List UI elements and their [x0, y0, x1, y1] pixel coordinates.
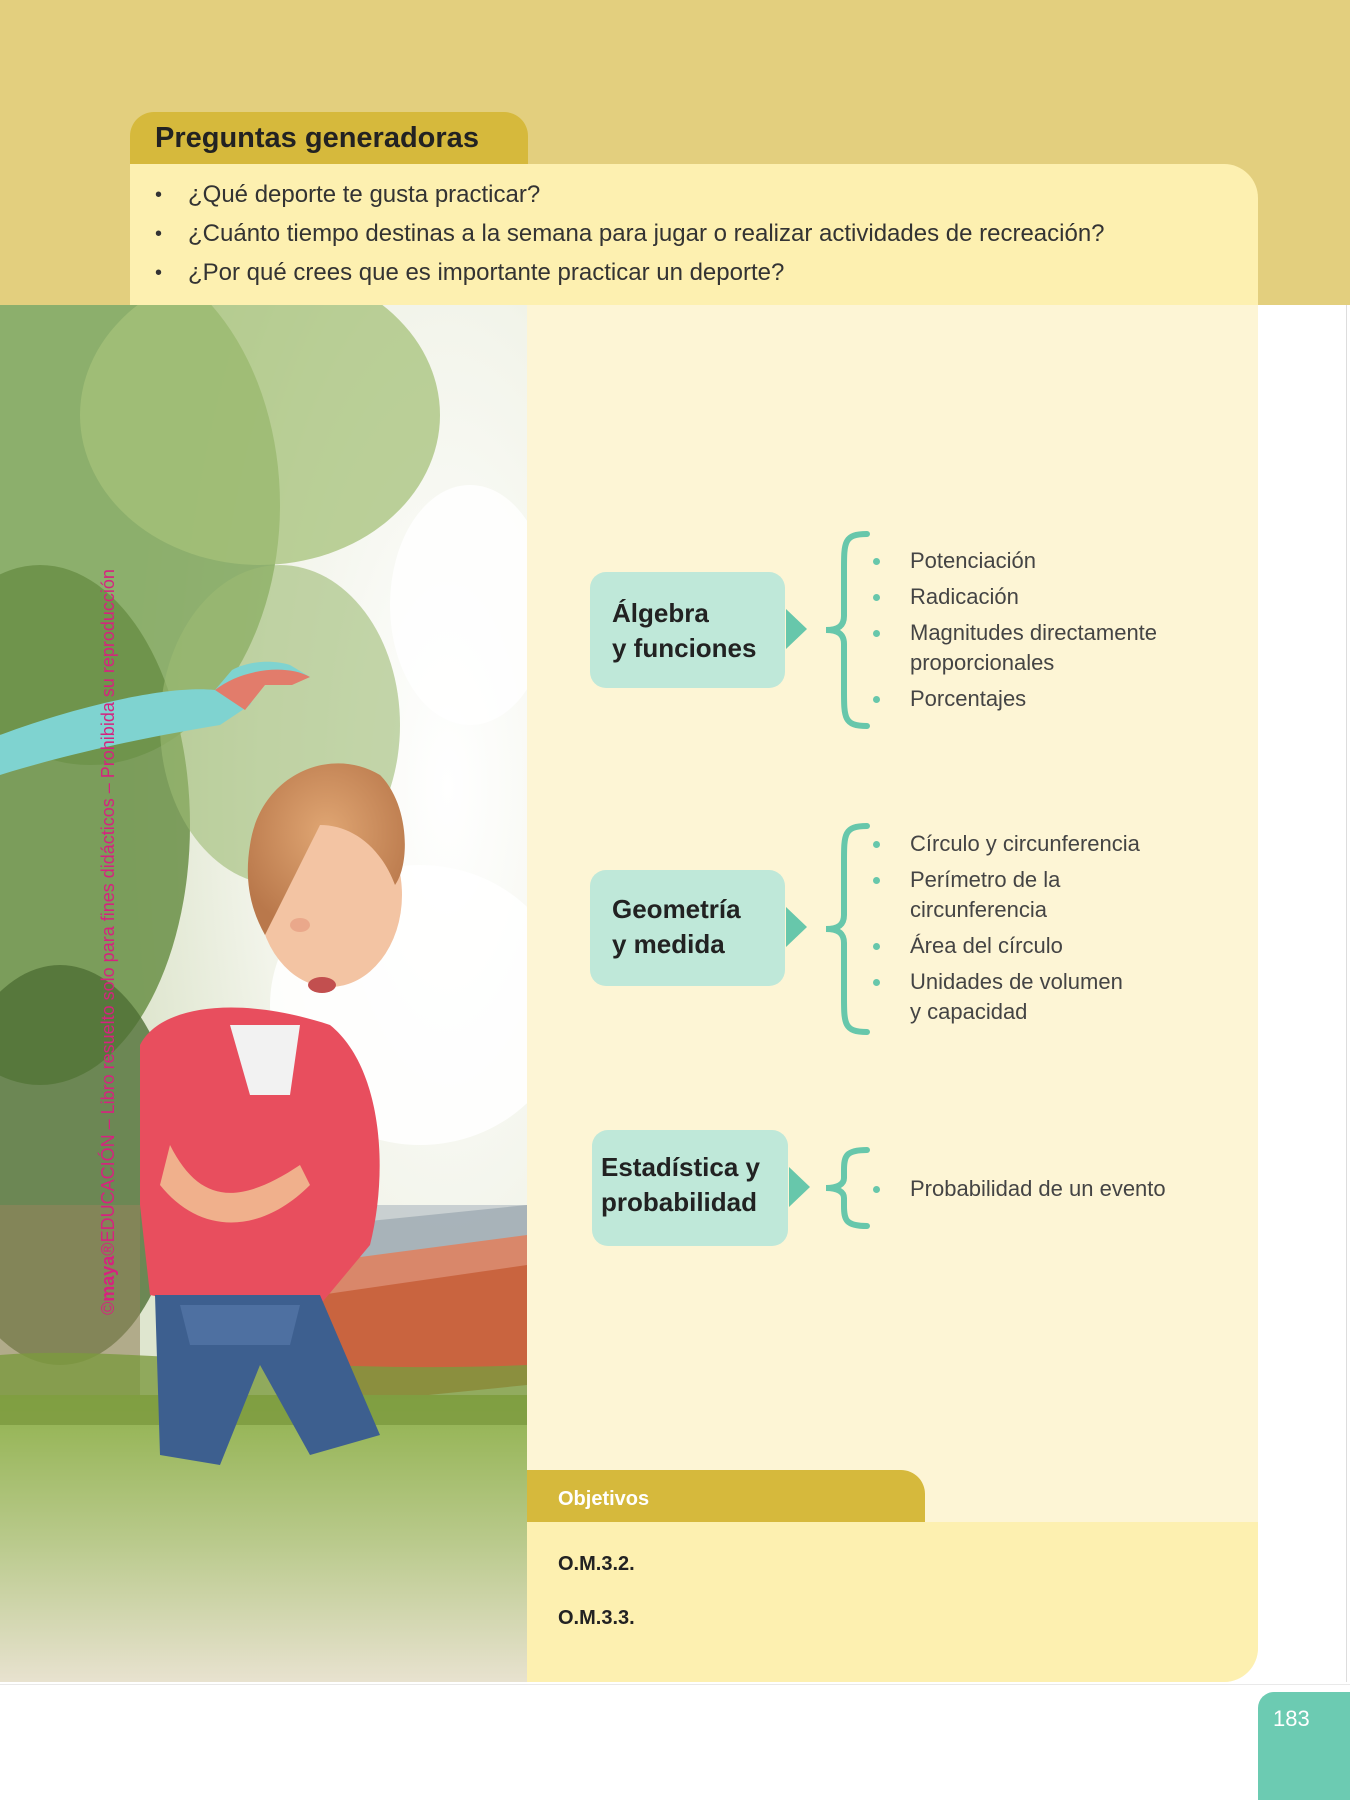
list-item-text: Círculo y circunferencia	[910, 831, 1140, 856]
topic-geometria-box	[590, 870, 785, 986]
list-item-text: Potenciación	[910, 548, 1036, 573]
topic-estadistica-list	[910, 1174, 1240, 1210]
topic-title-line: y medida	[612, 929, 725, 959]
margin-rule	[1346, 305, 1347, 1682]
bullet-icon	[873, 877, 880, 884]
bullet-icon	[873, 696, 880, 703]
list-item	[910, 865, 1085, 925]
brace-icon	[822, 1146, 872, 1230]
photo-child-running	[0, 305, 527, 1682]
watermark-brand: maya	[98, 1255, 118, 1302]
bullet-icon	[873, 841, 880, 848]
watermark-copyright: ©	[98, 1301, 118, 1315]
objective-code: O.M.3.3.	[558, 1607, 635, 1629]
topic-title-line: Estadística y	[601, 1152, 760, 1182]
footer-divider	[0, 1684, 1350, 1685]
list-item	[910, 1174, 1240, 1204]
photo-illustration	[0, 305, 527, 1682]
topic-algebra-box	[590, 572, 785, 688]
brace-icon	[822, 530, 872, 730]
questions-list	[155, 176, 1245, 293]
topic-arrow	[786, 907, 807, 947]
list-item	[910, 829, 1180, 859]
list-item-text: Área del círculo	[910, 933, 1063, 958]
list-item	[910, 618, 1180, 678]
bullet-icon	[873, 594, 880, 601]
question-item: • ¿Por qué crees que es importante practicar un deporte?	[155, 254, 1245, 293]
objectives-title: Objetivos	[558, 1488, 650, 1510]
list-item-text: Porcentajes	[910, 686, 1027, 711]
topic-arrow	[786, 609, 807, 649]
list-item-text: Radicación	[910, 584, 1019, 609]
questions-title: Preguntas generadoras	[155, 122, 479, 154]
brace-icon	[822, 822, 872, 1036]
list-item-text: Perímetro de la circunferencia	[910, 867, 1061, 922]
list-item	[910, 582, 1240, 612]
bullet-icon	[873, 558, 880, 565]
objective-code: O.M.3.2.	[558, 1553, 635, 1575]
question-item: • ¿Cuánto tiempo destinas a la semana para jugar o realizar actividades de recreación?	[155, 215, 1245, 254]
bullet-icon	[873, 630, 880, 637]
topic-estadistica-box	[592, 1130, 788, 1246]
topic-title-line: Geometría	[612, 894, 741, 924]
watermark-text: ®EDUCACIÓN – Libro resuelto solo para fines didácticos – Prohibida su reproducción	[98, 569, 118, 1256]
bullet-icon	[873, 1186, 880, 1193]
list-item	[910, 546, 1240, 576]
topic-arrow	[789, 1167, 810, 1207]
topic-title-line: Álgebra	[612, 598, 709, 628]
topic-algebra-list	[910, 546, 1240, 720]
list-item-text: Unidades de volumen y capacidad	[910, 969, 1123, 1024]
list-item-text: Magnitudes directamente proporcionales	[910, 620, 1158, 675]
bullet-icon	[873, 979, 880, 986]
list-item	[910, 931, 1180, 961]
topic-title-line: probabilidad	[601, 1187, 757, 1217]
topic-geometria-list	[910, 829, 1180, 1033]
page-number: 183	[1273, 1706, 1310, 1731]
list-item	[910, 684, 1240, 714]
question-item: • ¿Qué deporte te gusta practicar?	[155, 176, 1245, 215]
list-item-text: Probabilidad de un evento	[910, 1176, 1166, 1201]
topic-title-line: y funciones	[612, 633, 757, 663]
bullet-icon	[873, 943, 880, 950]
list-item	[910, 967, 1135, 1027]
objectives-box	[527, 1522, 1258, 1682]
copyright-watermark	[98, 569, 119, 1315]
